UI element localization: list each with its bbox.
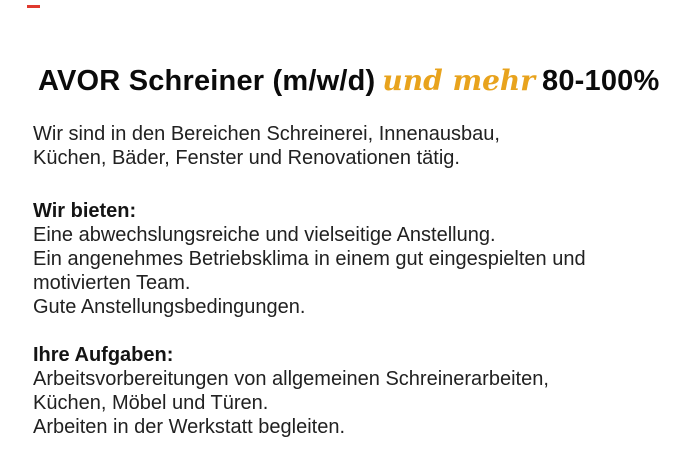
offer-section bbox=[33, 199, 586, 319]
job-title-text: AVOR Schreiner (m/w/d) bbox=[38, 65, 376, 98]
offer-heading: Wir bieten: bbox=[33, 200, 137, 222]
tasks-line: Küchen, Möbel und Türen. bbox=[33, 392, 269, 414]
job-title-highlight: und mehr bbox=[382, 64, 536, 98]
offer-line: motivierten Team. bbox=[33, 272, 191, 294]
offer-line: Ein angenehmes Betriebsklima in einem gut eingespielten und bbox=[33, 248, 586, 270]
intro-paragraph bbox=[33, 122, 500, 170]
job-title bbox=[38, 64, 660, 98]
tasks-section bbox=[33, 343, 549, 439]
tasks-heading: Ihre Aufgaben: bbox=[33, 344, 174, 366]
offer-line: Eine abwechslungsreiche und vielseitige Anstellung. bbox=[33, 224, 496, 246]
tasks-line: Arbeiten in der Werkstatt begleiten. bbox=[33, 416, 346, 438]
intro-line: Küchen, Bäder, Fenster und Renovationen tätig. bbox=[33, 147, 460, 169]
red-dash-mark bbox=[27, 5, 40, 8]
tasks-line: Arbeitsvorbereitungen von allgemeinen Schreinerarbeiten, bbox=[33, 368, 549, 390]
offer-line: Gute Anstellungsbedingungen. bbox=[33, 296, 306, 318]
job-title-workload: 80-100% bbox=[542, 65, 660, 98]
intro-line: Wir sind in den Bereichen Schreinerei, Innenausbau, bbox=[33, 123, 500, 145]
